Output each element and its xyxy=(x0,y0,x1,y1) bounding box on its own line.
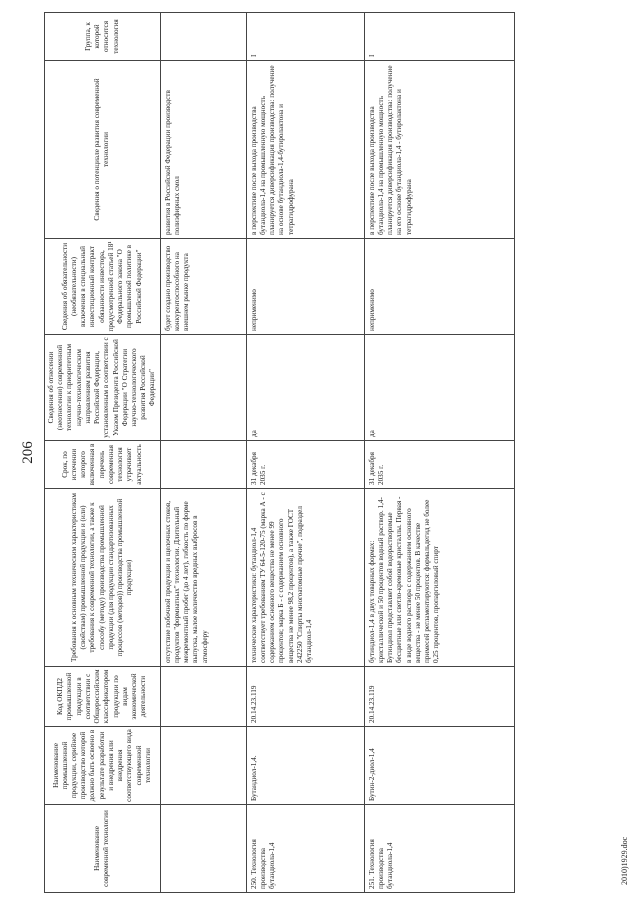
cell-technology xyxy=(246,805,364,893)
cell-empty xyxy=(160,667,246,727)
table-row xyxy=(364,13,514,893)
table-row-continuation xyxy=(160,13,246,893)
header-deadline: Срок, по истечении которого включенная в перечень современная технология утрачивает актуальность xyxy=(45,441,161,489)
cell-empty xyxy=(160,441,246,489)
cell-deadline: 31 декабря 2035 г. xyxy=(364,441,514,489)
cell-requirements: технические характеристики: бутандиол-1,4 соответствует требованиям ТУ 64-5-120-75 (марка А - с содержанием основного вещества не менее 99 процентов; марка Б - с содержанием основного вещества не менее 98,2 процентов), а также ГОСТ 242250 "Спирты многоатомные прочие", подраздел бутандиол-1,4 xyxy=(246,489,364,667)
cell-empty xyxy=(160,335,246,441)
cell-potential: в перспективе после выхода производства бутандиола-1,4 на промышленную мощность планируется диверсификация производства: получение на его основе бутандиола-1,4 - бутиролактона и тетрагидрофурана xyxy=(364,61,514,239)
cell-deadline: 31 декабря 2035 г. xyxy=(246,441,364,489)
header-product: Наименование промышленной продукции, серийное производство которой должно быть освоено в результате разработки и внедрения или внедрения соответствующего вида современной технологии xyxy=(45,727,161,805)
technology-table xyxy=(44,12,515,893)
technology-name: Технология производства бутандиола-1,4 xyxy=(367,839,395,889)
document-footer-id: 2010)1929.doc xyxy=(620,836,629,885)
cell-empty xyxy=(160,805,246,893)
header-potential: Сведения о потенциале развития современной технологии xyxy=(45,61,161,239)
cell-requirements: отсутствие побочной продукции и щелочных стоков, продуктов "формиатных" технологии. Длительный межремонтный пробег (до 4 лет), гибкость по форме выпуска, малое количество вредных выбросов в атмосферу xyxy=(160,489,246,667)
header-technology: Наименование современной технологии xyxy=(45,805,161,893)
technology-name: Технология производства бутандиола-1,4 xyxy=(249,839,277,889)
cell-potential: развития в Российской Федерации производств полиэфирных смол xyxy=(160,61,246,239)
row-number: 251. xyxy=(367,876,376,889)
page-number: 206 xyxy=(20,441,36,464)
cell-potential: в перспективе после выхода производства бутандиола-1,4 на промышленную мощность планируется диверсификация производства: получение на основе бутандиола-1,4-бутиролактона и тетрагидрофурана xyxy=(246,61,364,239)
cell-priority: да xyxy=(246,335,364,441)
header-okpd2: Код ОКПД2 промышленной продукции в соответствии с Общероссийским классификатором продукции по видам экономической деятельности xyxy=(45,667,161,727)
cell-technology xyxy=(364,805,514,893)
cell-product: Бутандиол-1,4. xyxy=(246,727,364,805)
header-priority: Сведения об отнесении (неотнесении) современной технологии к приоритетным научно-технологическим направлениям развития Российской Федерации, установленным в соответствии с Указом Президента Российской Федерации "О Стратегии научно-технологического развития Российской Федерации" xyxy=(45,335,161,441)
header-requirements: Требования к основным техническим характеристикам (свойствам) промышленной продукции и (или) требования к современной технологии, а также к способу (методу) производства промышленной продукции (для продукции стандартизованных процессов (методов)) производства промышленной продукции) xyxy=(45,489,161,667)
cell-empty xyxy=(160,13,246,61)
cell-product: Бутин-2-диол-1,4 xyxy=(364,727,514,805)
row-number: 250. xyxy=(249,876,258,889)
cell-special-contract: будет создано производство конкурентоспособного на внешнем рынке продукта xyxy=(160,239,246,335)
cell-special-contract: неприменимо xyxy=(246,239,364,335)
cell-requirements: бутиндиол-1,4 в двух товарных формах: кристаллической и 50 процентов водный раствор. 1,4-Бутиндиол представляет собой водорастворимые бесцветные или светло-кремовые кристаллы. Первая - в виде водного раствора с содержанием основного вещества - не менее 50 процентов. В качестве примесей регламентируются: формальдегид не более 0,25 процентов, пропаргиловый спирт xyxy=(364,489,514,667)
cell-priority: да xyxy=(364,335,514,441)
cell-group: I xyxy=(364,13,514,61)
cell-okpd2: 20.14.23.119 xyxy=(246,667,364,727)
cell-okpd2: 20.14.23.119 xyxy=(364,667,514,727)
cell-group: I xyxy=(246,13,364,61)
cell-empty xyxy=(160,727,246,805)
table-row xyxy=(246,13,364,893)
header-special-contract: Сведения об обязательности (необязательности) включения в специальный инвестиционный контракт обязанности инвестора, предусмотренной статьей 18¹ Федерального закона "О промышленной политике в Российской Федерации" xyxy=(45,239,161,335)
header-group: Группа, к которой относится технология xyxy=(45,13,161,61)
table-header-row xyxy=(45,13,161,893)
cell-special-contract: неприменимо xyxy=(364,239,514,335)
